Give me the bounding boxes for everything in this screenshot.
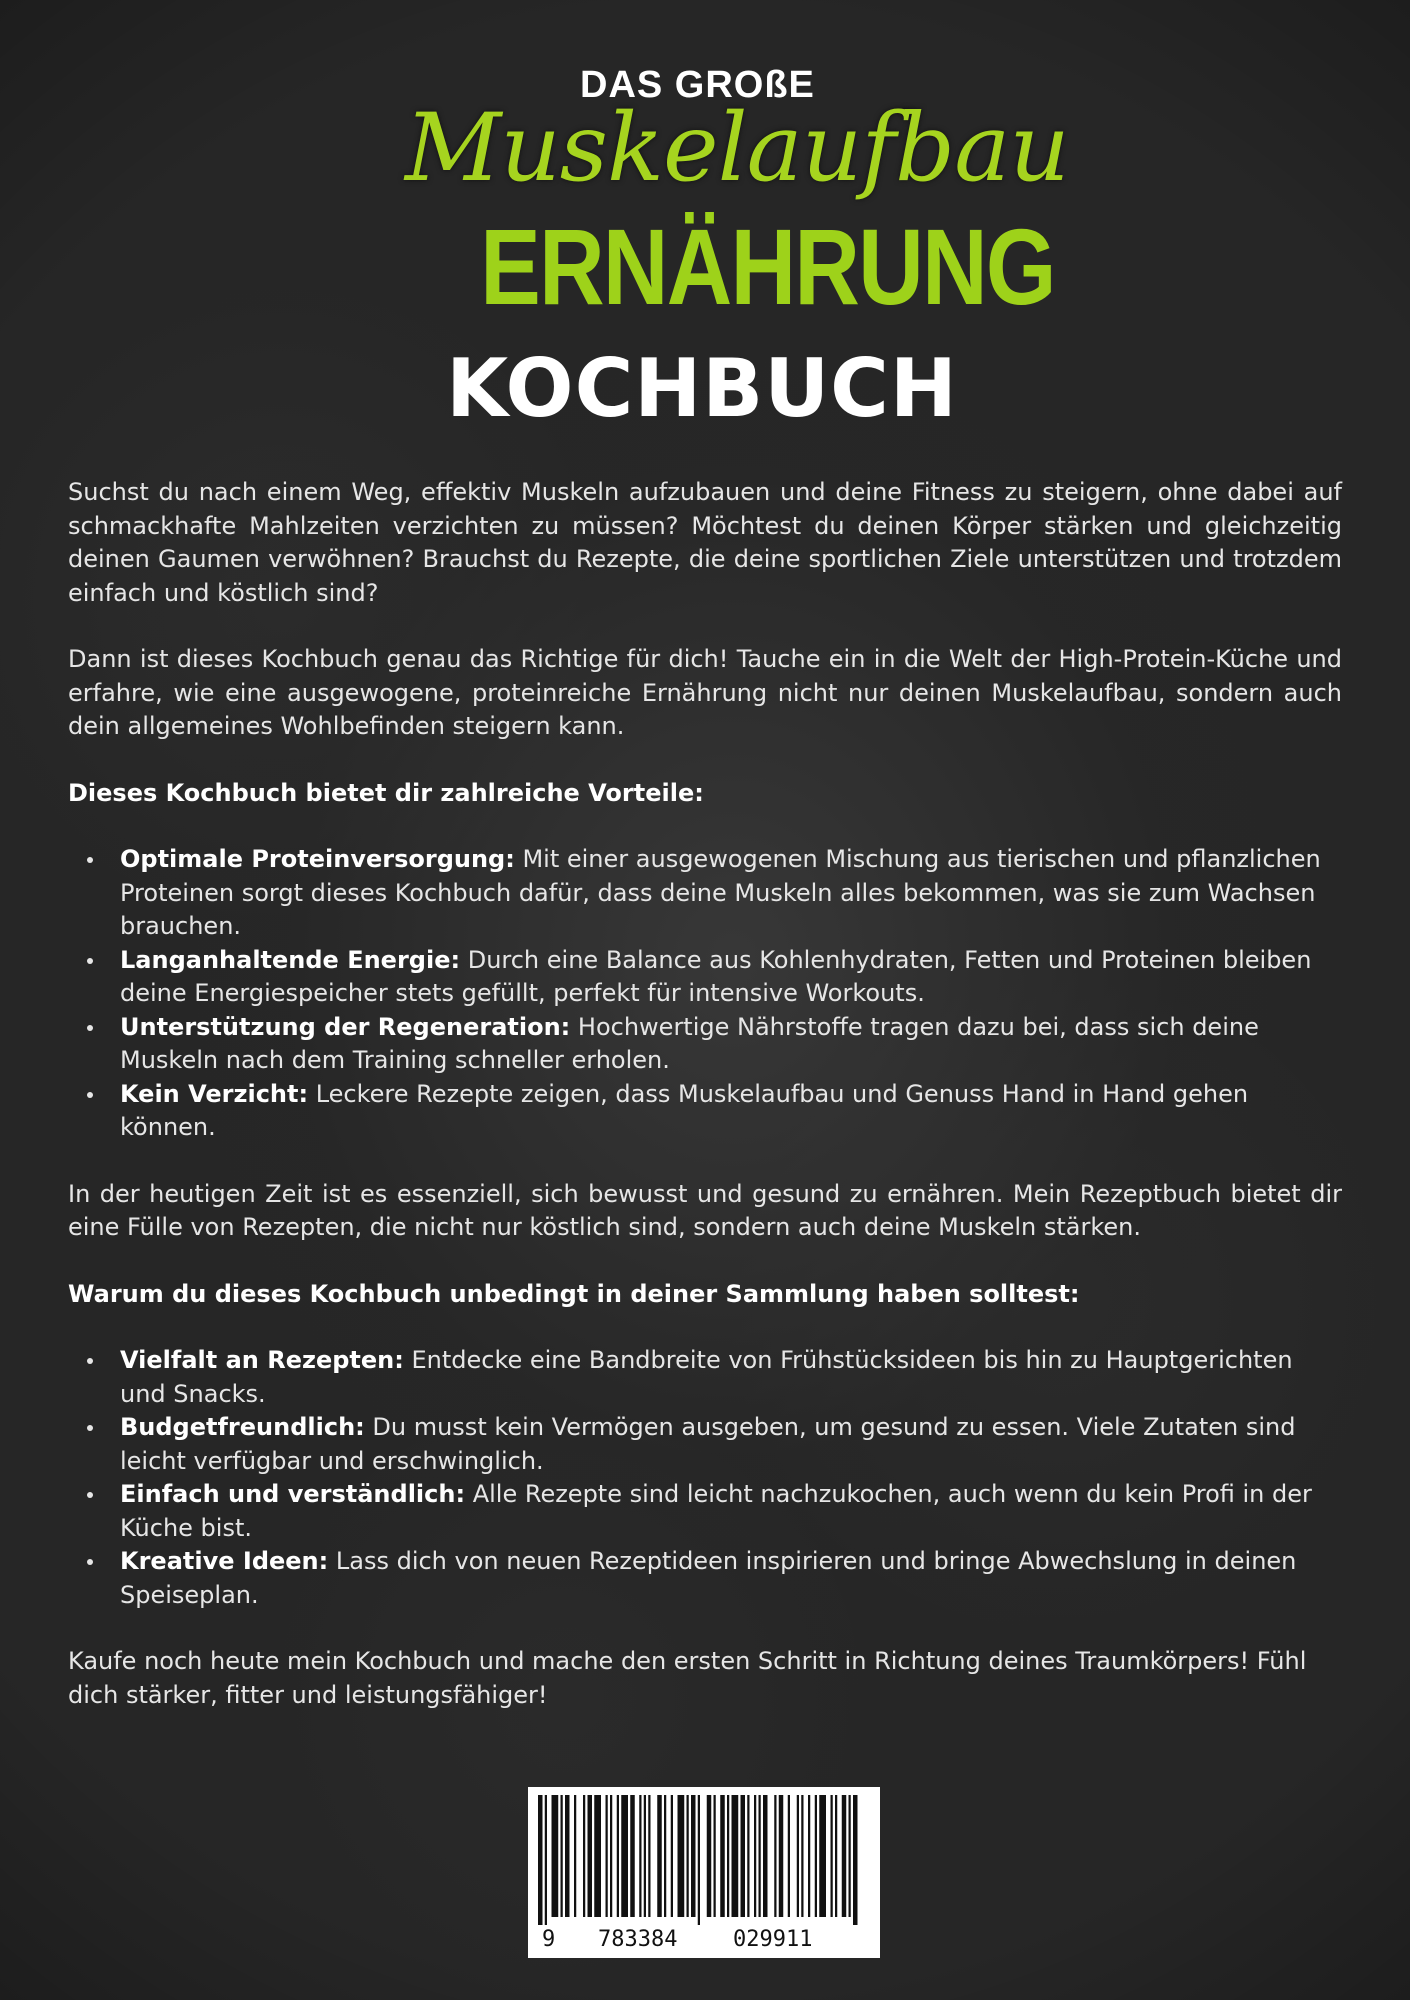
barcode-bar (606, 1795, 608, 1917)
title-line-das-grosse: DAS GROßE (580, 64, 815, 106)
barcode-bar (644, 1795, 646, 1917)
barcode-bar (617, 1795, 619, 1917)
barcode-bar (759, 1795, 761, 1917)
list-item-title: Vielfalt an Rezepten: (120, 1346, 404, 1374)
barcode-bar (763, 1795, 768, 1917)
barcode-bar (808, 1795, 810, 1917)
barcode-bar (720, 1795, 725, 1917)
intro-paragraph-1: Suchst du nach einem Weg, effektiv Muskeln aufzubauen und deine Fitness zu steigern, ohne dabei auf schmackhafte Mahlzeiten verzichten zu müssen? Möchtest du deinen Körper stärken und gleichzeitig deinen Gaumen verwöhnen? Brauchst du Rezepte, die deine sportlichen Ziele unterstützen und trotzdem einfach und köstlich sind? (68, 478, 1342, 607)
barcode-bar (707, 1795, 712, 1917)
barcode-bar (565, 1795, 570, 1917)
barcode-bar (741, 1795, 746, 1917)
barcode-bar (630, 1795, 635, 1917)
list-item-text: Lass dich von neuen Rezeptideen inspirieren und bringe Abwechslung in deinen Speiseplan. (120, 1547, 1297, 1609)
barcode-bar (657, 1795, 662, 1917)
barcode-digits-group-2: 029911 (733, 1927, 813, 1952)
list-item-title: Einfach und verständlich: (120, 1480, 466, 1508)
barcode-bar (842, 1795, 847, 1917)
barcode-bar (545, 1795, 547, 1925)
barcode-bar (714, 1795, 716, 1917)
barcode-bar (698, 1795, 700, 1925)
barcode-bar (671, 1795, 673, 1917)
barcode-bars (538, 1795, 870, 1925)
reasons-heading: Warum du dieses Kochbuch unbedingt in deiner Sammlung haben solltest: (68, 1279, 1080, 1308)
cover-title (0, 56, 1410, 435)
title-kochbuch: KOCHBUCH (446, 342, 958, 435)
list-item-title: Kreative Ideen: (120, 1547, 329, 1575)
list-item (120, 944, 1342, 1011)
barcode-bar (815, 1795, 817, 1917)
closing-paragraph: Kaufe noch heute mein Kochbuch und mache den ersten Schritt in Richtung deines Traumkörpers! Fühl dich stärker, fitter und leistungsfähiger! (68, 1647, 1307, 1709)
barcode-bar (561, 1795, 563, 1917)
barcode-bar (678, 1795, 685, 1917)
list-item-text: Du musst kein Vermögen ausgeben, um gesund zu essen. Viele Zutaten sind leicht verfügbar und erschwinglich. (120, 1413, 1296, 1475)
barcode-bar (588, 1795, 593, 1917)
barcode-bar (774, 1795, 776, 1917)
barcode-bar (727, 1795, 729, 1917)
list-item (120, 1411, 1342, 1478)
barcode-bar (664, 1795, 666, 1917)
list-item-title: Budgetfreundlich: (120, 1413, 365, 1441)
barcode-bar (691, 1795, 696, 1917)
barcode-bar (687, 1795, 689, 1917)
barcode-bar (849, 1795, 851, 1917)
list-item-text: Hochwertige Nährstoffe tragen dazu bei, dass sich deine Muskeln nach dem Training schneller erholen. (120, 1012, 1259, 1074)
list-item-title: Unterstützung der Regeneration: (120, 1012, 571, 1041)
barcode-bar (819, 1795, 826, 1917)
barcode-bar (610, 1795, 612, 1917)
barcode-bar (853, 1795, 858, 1925)
barcode-bar (648, 1795, 650, 1917)
list-item (120, 1344, 1342, 1411)
list-item-text: Durch eine Balance aus Kohlenhydraten, Fetten und Proteinen bleiben deine Energiespeicher stets gefüllt, perfekt für intensive Workouts. (120, 945, 1312, 1007)
barcode-bar (583, 1795, 585, 1917)
barcode-digits (528, 1927, 880, 1955)
title-script-muskelaufbau: Muskelaufbau (405, 94, 1069, 203)
barcode-bar (747, 1795, 749, 1917)
list-item (120, 1011, 1342, 1078)
middle-paragraph: In der heutigen Zeit ist es essenziell, sich bewusst und gesund zu ernähren. Mein Rezeptbuch bietet dir eine Fülle von Rezepten, die nicht nur köstlich sind, sondern auch deine Muskeln stärken. (68, 1179, 1342, 1241)
benefits-heading: Dieses Kochbuch bietet dir zahlreiche Vorteile: (68, 778, 704, 807)
barcode-bar (797, 1795, 799, 1917)
list-item-text: Entdecke eine Bandbreite von Frühstücksideen bis hin zu Hauptgerichten und Snacks. (120, 1346, 1293, 1408)
barcode-bar (801, 1795, 803, 1917)
list-item (120, 843, 1342, 944)
list-item-text: Alle Rezepte sind leicht nachzukochen, auch wenn du kein Profi in der Küche bist. (120, 1480, 1312, 1542)
list-item-text: Mit einer ausgewogenen Mischung aus tierischen und pflanzlichen Proteinen sorgt dieses Kochbuch dafür, dass deine Muskeln alles bekommen, was sie zum Wachsen brauchen. (120, 845, 1321, 940)
barcode-bar (835, 1795, 837, 1917)
isbn-barcode (528, 1787, 880, 1958)
list-item-title: Optimale Proteinversorgung: (120, 845, 515, 873)
barcode-bar (538, 1795, 543, 1925)
barcode-bar (754, 1795, 756, 1917)
barcode-bar (639, 1795, 641, 1917)
reasons-list (68, 1344, 1342, 1612)
list-item (120, 1545, 1342, 1612)
list-item-title: Langanhaltende Energie: (120, 945, 461, 974)
barcode-bar (594, 1795, 601, 1917)
list-item-text: Leckere Rezepte zeigen, dass Muskelaufbau und Genuss Hand in Hand gehen können. (120, 1079, 1249, 1141)
blurb-text (68, 476, 1342, 1745)
barcode-bar (574, 1795, 576, 1917)
barcode-bar (831, 1795, 833, 1917)
barcode-bar (552, 1795, 559, 1917)
list-item-title: Kein Verzicht: (120, 1079, 309, 1108)
barcode-digits-group-1: 783384 (598, 1927, 678, 1952)
barcode-digit-first: 9 (542, 1927, 556, 1952)
barcode-bar (621, 1795, 628, 1917)
benefits-list (68, 843, 1342, 1145)
intro-paragraph-2: Dann ist dieses Kochbuch genau das Richtige für dich! Tauche ein in die Welt der High-Protein-Küche und erfahre, wie eine ausgewogene, proteinreiche Ernährung nicht nur deinen Muskelaufbau, sondern auch dein allgemeines Wohlbefinden steigern kann. (68, 645, 1342, 740)
list-item (120, 1478, 1342, 1545)
title-ernaehrung: ERNÄHRUNG (480, 206, 1055, 327)
barcode-bar (732, 1795, 739, 1917)
barcode-bar (788, 1795, 790, 1917)
list-item (120, 1078, 1342, 1145)
barcode-bar (779, 1795, 784, 1917)
